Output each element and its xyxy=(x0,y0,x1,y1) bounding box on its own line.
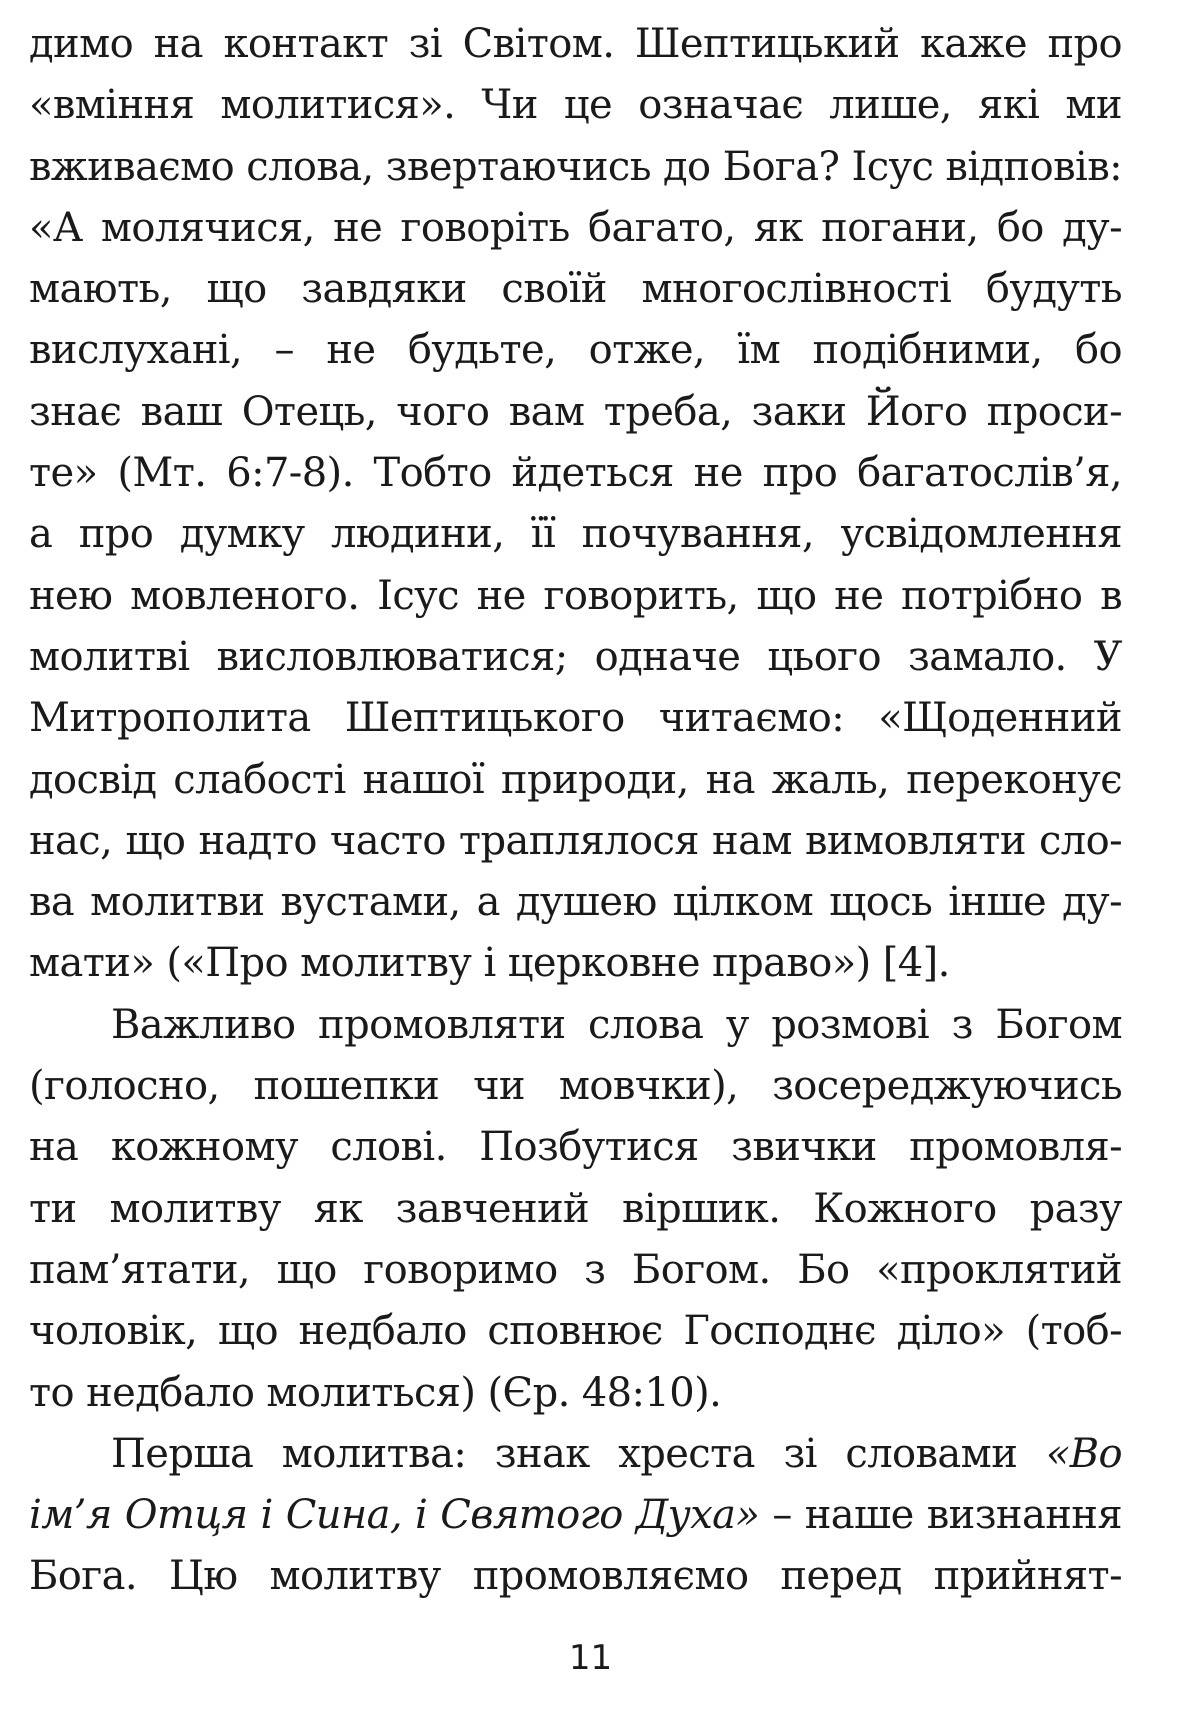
text-line: а про думку людини, її почування, усвідомлення xyxy=(29,511,1122,558)
text-line: вживаємо слова, звертаючись до Бога? Ісус відповів: xyxy=(29,143,1122,190)
italic-text-run: ім’я Отця і Сина, і Святого Духа» xyxy=(29,1492,760,1539)
text-line: мати» («Про молитву і церковне право») [4]. xyxy=(29,940,950,987)
text-line: ва молитви вустами, а душею цілком щось інше ду- xyxy=(29,879,1122,926)
text-line: знає ваш Отець, чого вам треба, заки Його проси- xyxy=(29,388,1122,435)
text-line: досвід слабості нашої природи, на жаль, переконує xyxy=(29,756,1122,803)
text-line: нею мовленого. Ісус не говорить, що не потрібно в xyxy=(29,572,1122,619)
italic-text-run: «Во xyxy=(1045,1430,1122,1477)
text-line: на кожному слові. Позбутися звички промовля- xyxy=(29,1124,1122,1171)
body-text xyxy=(29,14,1122,1608)
text-line: то недбало молиться) (Єр. 48:10). xyxy=(29,1369,722,1416)
text-line: «А молячися, не говоріть багато, як погани, бо ду- xyxy=(29,204,1122,251)
text-line: вислухані, – не будьте, отже, їм подібними, бо xyxy=(29,327,1122,374)
text-line: (голосно, пошепки чи мовчки), зосереджуючись xyxy=(29,1063,1122,1110)
text-run: Перша молитва: знак хреста зі словами xyxy=(111,1430,1018,1477)
text-line xyxy=(29,1485,1122,1546)
text-line: ти молитву як завчений віршик. Кожного разу xyxy=(29,1185,1122,1232)
paragraph-first-line xyxy=(29,1424,1122,1485)
text-line: пам’ятати, що говоримо з Богом. Бо «проклятий xyxy=(29,1246,1122,1293)
text-line: молитві висловлюватися; одначе цього замало. У xyxy=(29,633,1122,680)
text-line: чоловік, що недбало сповнює Господнє діло» (тоб- xyxy=(29,1308,1122,1355)
page-number: 11 xyxy=(568,1638,613,1678)
text-line: Митрополита Шептицького читаємо: «Щоденний xyxy=(29,695,1122,742)
text-line: «вміння молитися». Чи це означає лише, які ми xyxy=(29,82,1122,129)
text-line: те» (Мт. 6:7-8). Тобто йдеться не про багатослів’я, xyxy=(29,450,1122,497)
text-run: – наше визнання xyxy=(759,1492,1122,1539)
text-line: димо на контакт зі Світом. Шептицький каже про xyxy=(29,21,1122,67)
text-line: нас, що надто часто траплялося нам вимовляти сло- xyxy=(29,817,1122,864)
text-line: Бога. Цю молитву промовляємо перед прийнят- xyxy=(29,1553,1122,1600)
paragraph-first-line: Важливо промовляти слова у розмові з Богом xyxy=(111,1001,1122,1048)
text-line: мають, що завдяки своїй многослівності будуть xyxy=(29,266,1122,313)
